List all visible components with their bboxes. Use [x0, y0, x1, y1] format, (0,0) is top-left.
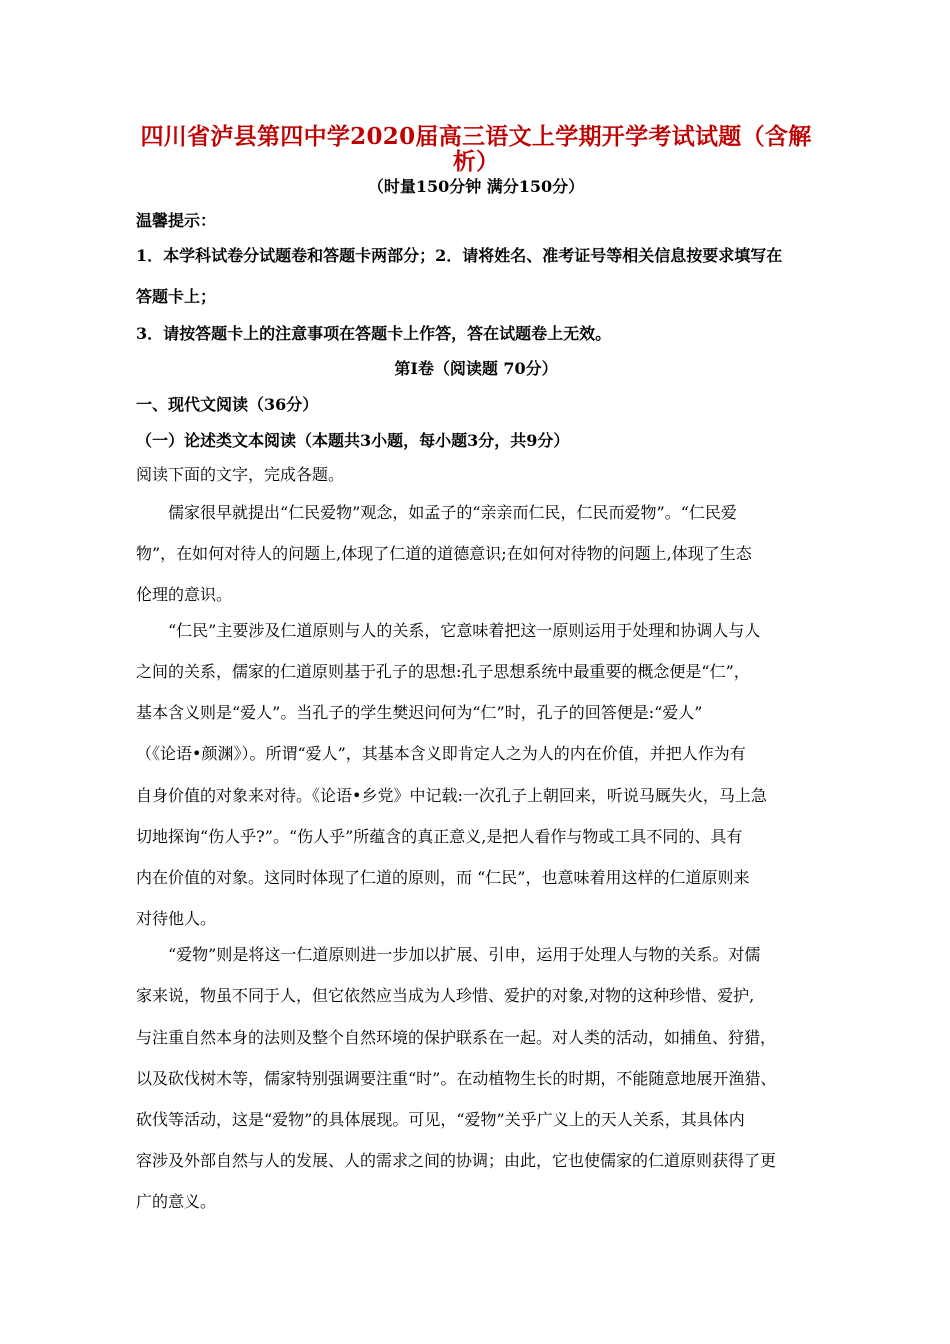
notice-line: 3．请按答题卡上的注意事项在答题卡上作答，答在试题卷上无效。 [136, 324, 612, 343]
paragraph-line: 容涉及外部自然与人的发展、人的需求之间的协调；由此，它也使儒家的仁道原则获得了更 [136, 1151, 777, 1170]
paragraph-line: 切地探询“伤人乎?”。“伤人乎”所蕴含的真正意义,是把人看作与物或工具不同的、具有 [136, 827, 743, 846]
paragraph-line: 以及砍伐树木等，儒家特别强调要注重“时”。在动植物生长的时期，不能随意地展开渔猎、 [136, 1069, 777, 1088]
document-subtitle: （时量150分钟 满分150分） [367, 177, 585, 196]
paragraph-line: 自身价值的对象来对待。《论语•乡党》中记载:一次孔子上朝回来，听说马厩失火，马上急 [136, 786, 767, 805]
paragraph-line: 与注重自然本身的法则及整个自然环境的保护联系在一起。对人类的活动，如捕鱼、狩猎， [136, 1028, 777, 1047]
notice-line: 答题卡上； [136, 287, 217, 306]
paragraph-line: 基本含义则是“爱人”。当孔子的学生樊迟问何为“仁”时，孔子的回答便是:“爱人” [136, 703, 703, 722]
paragraph-line: 物”，在如何对待人的问题上,体现了仁道的道德意识;在如何对待物的问题上,体现了生态 [136, 544, 752, 563]
section-title: 一、现代文阅读（36分） [136, 395, 319, 414]
notice-line: 1．本学科试卷分试题卷和答题卡两部分；2．请将姓名、准考证号等相关信息按要求填写在 [136, 246, 783, 265]
paragraph-line: 内在价值的对象。这同时体现了仁道的原则，而 “仁民”，也意味着用这样的仁道原则来 [136, 868, 750, 887]
paragraph-line: 之间的关系，儒家的仁道原则基于孔子的思想:孔子思想系统中最重要的概念便是“仁”， [136, 662, 750, 681]
paragraph-line: 伦理的意识。 [136, 585, 233, 604]
part-title: 第Ⅰ卷（阅读题 70分） [394, 359, 558, 378]
subsection-title: （一）论述类文本阅读（本题共3小题，每小题3分，共9分） [136, 431, 570, 450]
paragraph-line: 儒家很早就提出“仁民爱物”观念，如孟子的“亲亲而仁民，仁民而爱物”。“仁民爱 [168, 503, 737, 522]
paragraph-line: （《论语•颜渊》）。所谓“爱人”，其基本含义即肯定人之为人的内在价值，并把人作为有 [136, 744, 746, 763]
paragraph-line: “爱物”则是将这一仁道原则进一步加以扩展、引申，运用于处理人与物的关系。对儒 [168, 945, 761, 964]
paragraph-line: “仁民”主要涉及仁道原则与人的关系，它意味着把这一原则运用于处理和协调人与人 [168, 621, 761, 640]
paragraph-line: 砍伐等活动，这是“爱物”的具体展现。可见，“爱物”关乎广义上的天人关系，其具体内 [136, 1110, 745, 1129]
instruction-text: 阅读下面的文字，完成各题。 [136, 465, 345, 484]
paragraph-line: 家来说，物虽不同于人，但它依然应当成为人珍惜、爱护的对象,对物的这种珍惜、爱护, [136, 986, 755, 1005]
paragraph-line: 对待他人。 [136, 909, 217, 928]
document-title-line2: 析） [452, 148, 500, 175]
document-title-line1: 四川省泸县第四中学2020届高三语文上学期开学考试试题（含解 [140, 123, 812, 150]
paragraph-line: 广的意义。 [136, 1192, 217, 1211]
notice-heading: 温馨提示： [136, 211, 217, 230]
